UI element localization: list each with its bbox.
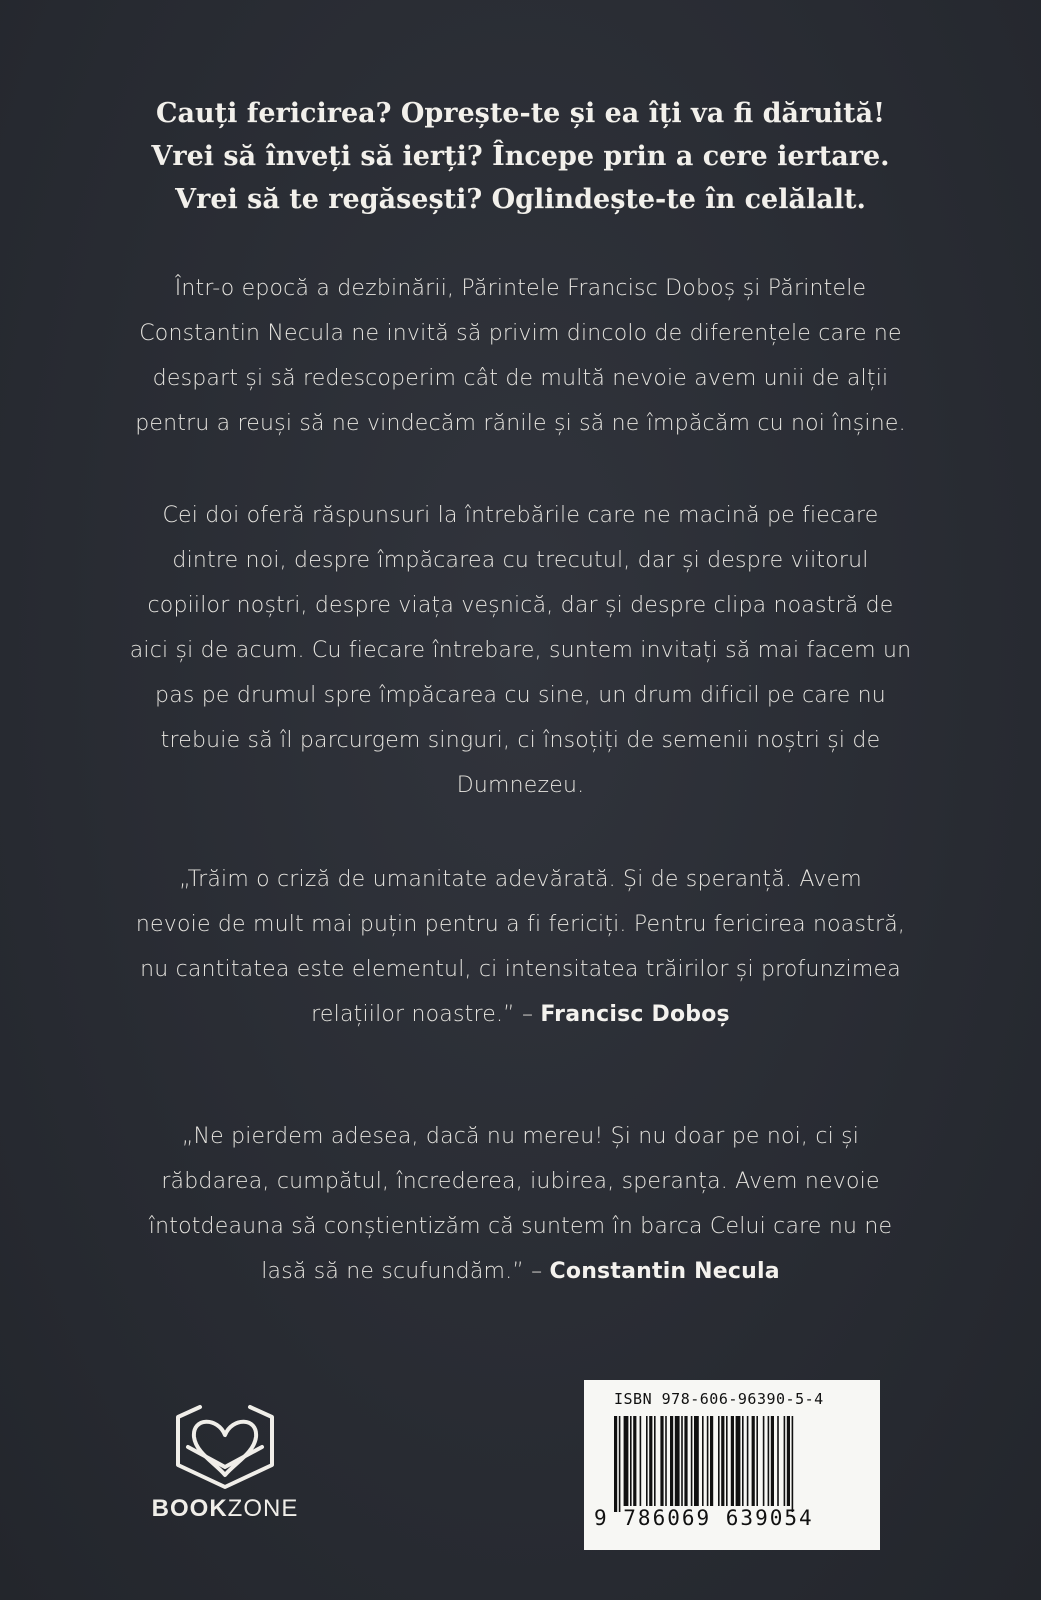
barcode-bar [718, 1416, 720, 1506]
quote-author: Francisc Doboș [540, 1002, 730, 1027]
barcode-bar [731, 1416, 734, 1506]
isbn-label: ISBN 978-606-96390-5-4 [614, 1390, 824, 1408]
headline-line: Vrei să te regăsești? Oglindește-te în celălalt. [175, 184, 866, 215]
quote-line: „Trăim o criză de umanitate adevărată. Și de speranță. Avem [179, 867, 862, 892]
heart-book-icon [160, 1395, 290, 1490]
barcode-bar [684, 1416, 687, 1506]
barcode-bar [619, 1416, 621, 1512]
quote-text: lasă să ne scufundăm.” – [261, 1259, 550, 1284]
paragraph-line: Într-o epocă a dezbinării, Părintele Francisc Doboș și Părintele [174, 276, 867, 301]
publisher-name: BOOKZONE [151, 1495, 299, 1522]
barcode-bar [665, 1416, 667, 1506]
quote-line: nu cantitatea este elementul, ci intensitatea trăirilor și profunzimea [140, 957, 901, 982]
barcode-bar [784, 1416, 786, 1506]
paragraph-line: aici și de acum. Cu fiecare întrebare, suntem invitați să mai facem un [129, 638, 912, 663]
barcode-bar [702, 1416, 704, 1506]
paragraph-line: trebuie să îl parcurgem singuri, ci însoțiți de semenii noștri și de [160, 728, 881, 753]
description-paragraph [50, 493, 991, 808]
barcode-bar [640, 1416, 642, 1506]
barcode-bar [721, 1416, 724, 1506]
barcode-bar [777, 1416, 779, 1506]
barcode-bar [742, 1416, 744, 1506]
barcode-digits: 9 786069 639054 [594, 1506, 814, 1530]
paragraph-line: pas pe drumul spre împăcarea cu sine, un drum dificil pe care nu [155, 683, 886, 708]
publisher-logo [140, 1395, 310, 1535]
barcode-bar [752, 1416, 755, 1506]
paragraph-line: Cei doi oferă răspunsuri la întrebările care ne macină pe fiecare [162, 503, 879, 528]
quote-text: relațiilor noastre.” – [311, 1002, 541, 1027]
barcode-bar [747, 1416, 749, 1506]
barcode-bar [675, 1416, 680, 1506]
barcode-bar [771, 1416, 774, 1506]
barcode-bar [756, 1416, 758, 1506]
barcode-bar [736, 1416, 741, 1506]
barcode-bar [768, 1416, 770, 1506]
barcode-bar [787, 1416, 790, 1506]
paragraph-line: pentru a reuși să ne vindecăm rănile și să ne împăcăm cu noi înșine. [135, 411, 906, 436]
barcode-bar [763, 1416, 765, 1506]
headline-line: Vrei să înveți să ierți? Începe prin a cere iertare. [151, 141, 890, 172]
barcode [584, 1380, 880, 1550]
quote-line: răbdarea, cumpătul, încrederea, iubirea, speranța. Avem nevoie [161, 1169, 880, 1194]
paragraph-line: despart și să redescoperim cât de multă nevoie avem unii de alții [152, 366, 889, 391]
barcode-bar [649, 1416, 652, 1506]
barcode-bar [654, 1416, 656, 1506]
paragraph-line: Constantin Necula ne invită să privim dincolo de diferențele care ne [139, 321, 902, 346]
quote-line: întotdeauna să conștientizăm că suntem în barca Celui care nu ne [148, 1214, 893, 1239]
barcode-bar [681, 1416, 683, 1506]
quote-dobos [50, 857, 991, 1037]
headline-line: Cauți fericirea? Oprește-te și ea îți va fi dăruită! [156, 98, 885, 129]
barcode-bar [726, 1416, 728, 1506]
barcode-bar [660, 1416, 663, 1506]
quote-necula [50, 1114, 991, 1294]
intro-paragraph [50, 266, 991, 446]
barcode-bar [670, 1416, 673, 1506]
barcode-bar [630, 1416, 632, 1506]
barcode-bar [710, 1416, 713, 1506]
paragraph-line: dintre noi, despre împăcarea cu trecutul, dar și despre viitorul [172, 548, 869, 573]
barcode-bar [633, 1416, 636, 1506]
quote-last-line [50, 1249, 991, 1294]
barcode-bar [624, 1416, 629, 1506]
paragraph-line: copiilor noștri, despre viața veșnică, dar și despre clipa noastră de [147, 593, 894, 618]
barcode-bar [691, 1416, 693, 1506]
barcode-bars [614, 1416, 854, 1512]
quote-author: Constantin Necula [549, 1259, 780, 1284]
barcode-bar [646, 1416, 648, 1506]
headline [60, 92, 981, 221]
quote-line: nevoie de mult mai puțin pentru a fi fericiți. Pentru fericirea noastră, [135, 912, 906, 937]
barcode-bar [792, 1416, 794, 1512]
barcode-bar [707, 1416, 709, 1506]
barcode-bar [614, 1416, 617, 1512]
paragraph-line: Dumnezeu. [456, 773, 585, 798]
quote-line: „Ne pierdem adesea, dacă nu mereu! Și nu doar pe noi, ci și [181, 1124, 860, 1149]
barcode-bar [694, 1416, 699, 1506]
quote-last-line [50, 992, 991, 1037]
